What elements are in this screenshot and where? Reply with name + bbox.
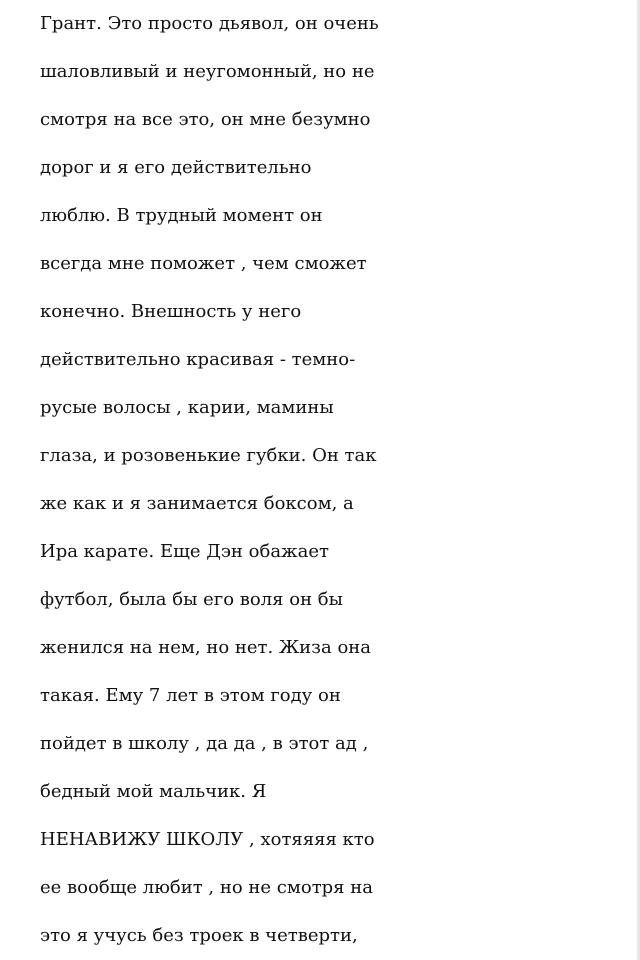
text-line-10: глаза, и розовенькие губки. Он так [40, 445, 377, 466]
text-line-1: Грант. Это просто дьявол, он очень [40, 13, 379, 34]
text-line-12: Ира карате. Еще Дэн обажает [40, 541, 329, 562]
text-line-5: люблю. В трудный момент он [40, 205, 323, 226]
text-line-11: же как и я занимается боксом, а [40, 493, 354, 514]
text-line-2: шаловливый и неугомонный, но не [40, 61, 375, 82]
text-line-6: всегда мне поможет , чем сможет [40, 253, 367, 274]
story-text [40, 0, 620, 960]
text-line-16: пойдет в школу , да да , в этот ад , [40, 733, 369, 754]
text-line-20: это я учусь без троек в четверти, [40, 925, 358, 946]
text-line-3: смотря на все это, он мне безумно [40, 109, 371, 130]
text-line-7: конечно. Внешность у него [40, 301, 302, 322]
text-line-17: бедный мой мальчик. Я [40, 781, 267, 802]
text-line-14: женился на нем, но нет. Жиза она [40, 637, 372, 658]
text-line-13: футбол, была бы его воля он бы [40, 589, 343, 610]
text-line-4: дорог и я его действительно [40, 157, 312, 178]
text-line-19: ее вообще любит , но не смотря на [40, 877, 373, 898]
text-line-8: действительно красивая - темно- [40, 349, 356, 370]
text-line-18: НЕНАВИЖУ ШКОЛУ , хотяяяя кто [40, 829, 375, 850]
text-line-15: такая. Ему 7 лет в этом году он [40, 685, 341, 706]
text-line-9: русые волосы , карии, мамины [40, 397, 334, 418]
